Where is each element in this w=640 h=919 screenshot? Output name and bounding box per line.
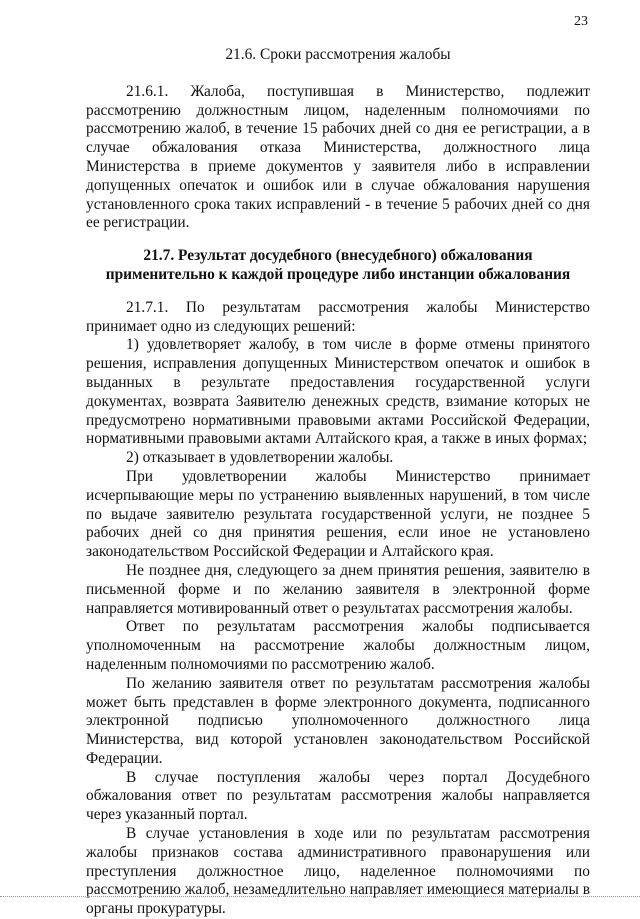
paragraph-response-deadline: Не позднее дня, следующего за днем принятия решения, заявителю в письменной форме и по желанию заявителя в электронной форме направляется мотивированный ответ о результатах рассмотрения жалобы. bbox=[86, 561, 590, 617]
paragraph-decision-1: 1) удовлетворяет жалобу, в том числе в форме отмены принятого решения, исправления допущенных Министерством опечаток и ошибок в выданных в результате предоставления государственной услуги документах, возврата Заявителю денежных средств, взимание которых не предусмотрено нормативными правовыми актами Российской Федерации, нормативными правовыми актами Алтайского края, а также в иных формах; bbox=[86, 336, 590, 448]
paragraph-electronic-response: По желанию заявителя ответ по результатам рассмотрения жалобы может быть представлен в форме электронного документа, подписанного электронной подписью уполномоченного должностного лица Министерства, вид которой установлен законодательством Российской Федерации. bbox=[86, 674, 590, 767]
paragraph-portal-response: В случае поступления жалобы через портал Досудебного обжалования ответ по результатам рассмотрения жалобы направляется через указанный портал. bbox=[86, 768, 590, 824]
paragraph-21-7-1: 21.7.1. По результатам рассмотрения жалобы Министерство принимает одно из следующих решений: bbox=[86, 298, 590, 335]
footer-divider bbox=[0, 896, 640, 898]
section-21-7-heading bbox=[86, 247, 590, 285]
document-body bbox=[86, 46, 590, 919]
page-number: 23 bbox=[574, 14, 588, 29]
section-21-6-title: 21.6. Сроки рассмотрения жалобы bbox=[225, 46, 451, 63]
paragraph-21-6-1: 21.6.1. Жалоба, поступившая в Министерство, подлежит рассмотрению должностным лицом, наделенным полномочиями по рассмотрению жалоб, в течение 15 рабочих дней со дня ее регистрации, а в случае обжалования отказа Министерства, должностного лица Министерства в приеме документов у заявителя либо в исправлении допущенных опечаток и ошибок или в случае обжалования нарушения установленного срока таких исправлений - в течение 5 рабочих дней со дня ее регистрации. bbox=[86, 82, 590, 232]
paragraph-decision-2: 2) отказывает в удовлетворении жалобы. bbox=[126, 449, 394, 467]
paragraph-prosecutor-referral: В случае установления в ходе или по результатам рассмотрения жалобы признаков состава административного правонарушения или преступления должностное лицо, наделенное полномочиями по рассмотрению жалоб, незамедлительно направляет имеющиеся материалы в органы прокуратуры. bbox=[86, 825, 590, 918]
paragraph-response-signature: Ответ по результатам рассмотрения жалобы подписывается уполномоченным на рассмотрение жалобы должностным лицом, наделенным полномочиями по рассмотрению жалоб. bbox=[86, 618, 590, 673]
paragraph-satisfaction-measures: При удовлетворении жалобы Министерство принимает исчерпывающие меры по устранению выявленных нарушений, в том числе по выдаче заявителю результата государственной услуги, не позднее 5 рабочих дней со дня принятия решения, если иное не установлено законодательством Российской Федерации и Алтайского края. bbox=[86, 467, 590, 561]
section-21-7-heading-line2: применительно к каждой процедуре либо инстанции обжалования bbox=[105, 265, 571, 283]
section-21-7-heading-line1: 21.7. Результат досудебного (внесудебного) обжалования bbox=[143, 247, 533, 265]
